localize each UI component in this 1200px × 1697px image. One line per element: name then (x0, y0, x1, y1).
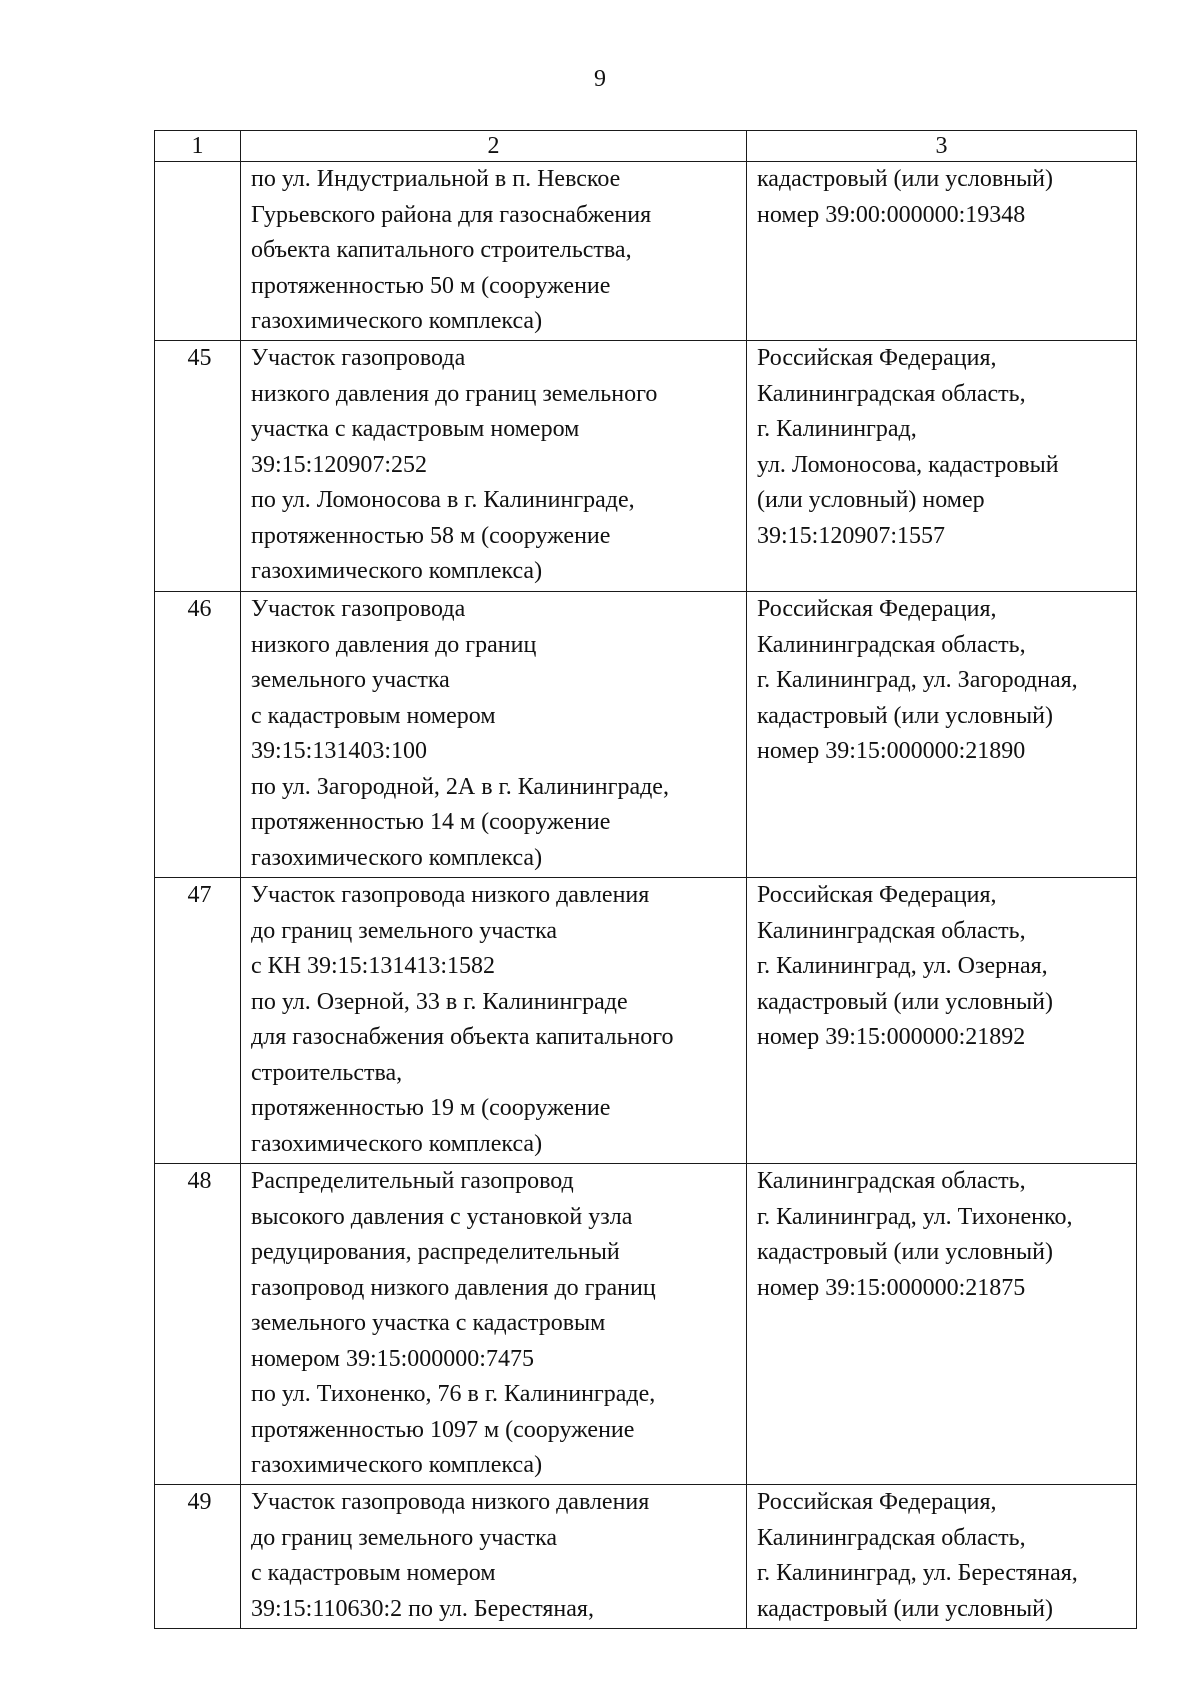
text-line: Российская Федерация, (757, 882, 997, 908)
text-line: до границ земельного участка (251, 1524, 558, 1551)
text-line: Участок газопровода (251, 596, 466, 622)
table-row (155, 1485, 1137, 1629)
text-line: газохимического комплекса) (251, 1130, 543, 1157)
text-line: с кадастровым номером (251, 702, 496, 729)
text-line: кадастровый (или условный) (757, 702, 1053, 729)
text-line: с кадастровым номером (251, 1560, 496, 1586)
object-location (747, 1485, 1137, 1629)
text-line: Калининградская область, (757, 1168, 1026, 1194)
text-line: г. Калининград, ул. Тихоненко, (757, 1203, 1073, 1230)
text-line: номер 39:00:000000:19348 (757, 201, 1026, 228)
text-line: для газоснабжения объекта капитального (251, 1024, 674, 1050)
text-line: газохимического комплекса) (251, 844, 543, 871)
text-line: кадастровый (или условный) (757, 988, 1053, 1015)
text-line: Участок газопровода низкого давления (251, 882, 650, 908)
text-line: Калининградская область, (757, 380, 1026, 407)
text-line: г. Калининград, ул. Загородная, (757, 667, 1078, 693)
text-line: низкого давления до границ (251, 631, 537, 658)
text-line: номером 39:15:000000:7475 (251, 1345, 534, 1372)
object-description (241, 592, 747, 878)
column-header-3: 3 (747, 131, 1137, 162)
table-header-row (155, 131, 1137, 162)
text-line: до границ земельного участка (251, 917, 558, 944)
text-line: протяженностью 50 м (сооружение (251, 272, 611, 299)
text-line: кадастровый (или условный) (757, 166, 1053, 192)
text-line: Российская Федерация, (757, 596, 997, 622)
text-line: газохимического комплекса) (251, 558, 543, 584)
text-line: Участок газопровода (251, 345, 466, 371)
text-line: 39:15:110630:2 по ул. Берестяная, (251, 1595, 594, 1622)
text-line: Российская Федерация, (757, 1489, 997, 1515)
text-line: номер 39:15:000000:21875 (757, 1274, 1026, 1301)
text-line: протяженностью 14 м (сооружение (251, 809, 611, 835)
object-location (747, 162, 1137, 341)
table-row (155, 1164, 1137, 1485)
table-row (155, 341, 1137, 592)
text-line: с КН 39:15:131413:1582 (251, 953, 495, 979)
text-line: протяженностью 58 м (сооружение (251, 522, 611, 549)
text-line: 39:15:120907:1557 (757, 522, 946, 549)
text-line: газохимического комплекса) (251, 308, 543, 334)
text-line: по ул. Озерной, 33 в г. Калининграде (251, 988, 628, 1015)
text-line: кадастровый (или условный) (757, 1239, 1053, 1265)
object-description (241, 1485, 747, 1629)
text-line: газопровод низкого давления до границ (251, 1274, 656, 1301)
page-number: 9 (594, 66, 606, 92)
text-line: г. Калининград, (757, 416, 917, 442)
text-line: низкого давления до границ земельного (251, 380, 658, 407)
text-line: номер 39:15:000000:21890 (757, 738, 1026, 764)
object-location (747, 592, 1137, 878)
column-header-2: 2 (241, 131, 747, 162)
row-number: 48 (155, 1164, 241, 1485)
column-header-1: 1 (155, 131, 241, 162)
text-line: высокого давления с установкой узла (251, 1203, 633, 1230)
text-line: редуцирования, распределительный (251, 1239, 620, 1265)
row-number: 46 (155, 592, 241, 878)
text-line: по ул. Загородной, 2А в г. Калининграде, (251, 773, 669, 800)
text-line: по ул. Тихоненко, 76 в г. Калининграде, (251, 1381, 656, 1407)
text-line: 39:15:120907:252 (251, 451, 428, 478)
row-number: 49 (155, 1485, 241, 1629)
object-location (747, 341, 1137, 592)
text-line: протяженностью 19 м (сооружение (251, 1095, 611, 1121)
object-description (241, 878, 747, 1164)
text-line: Калининградская область, (757, 631, 1026, 658)
row-number: 45 (155, 341, 241, 592)
object-location (747, 1164, 1137, 1485)
text-line: номер 39:15:000000:21892 (757, 1024, 1026, 1050)
text-line: кадастровый (или условный) (757, 1595, 1053, 1622)
text-line: строительства, (251, 1059, 403, 1086)
property-table (154, 130, 1137, 1629)
object-location (747, 878, 1137, 1164)
object-description (241, 1164, 747, 1485)
text-line: г. Калининград, ул. Берестяная, (757, 1560, 1078, 1586)
text-line: объекта капитального строительства, (251, 237, 632, 263)
text-line: Распределительный газопровод (251, 1168, 574, 1194)
object-description (241, 162, 747, 341)
text-line: ул. Ломоносова, кадастровый (757, 451, 1059, 478)
text-line: 39:15:131403:100 (251, 738, 428, 764)
text-line: участка с кадастровым номером (251, 416, 580, 442)
text-line: земельного участка (251, 667, 450, 693)
text-line: Российская Федерация, (757, 345, 997, 371)
text-line: (или условный) номер (757, 487, 985, 513)
text-line: Участок газопровода низкого давления (251, 1489, 650, 1515)
text-line: протяженностью 1097 м (сооружение (251, 1416, 635, 1443)
text-line: по ул. Ломоносова в г. Калининграде, (251, 487, 635, 513)
object-description (241, 341, 747, 592)
text-line: Гурьевского района для газоснабжения (251, 201, 652, 228)
row-number: 47 (155, 878, 241, 1164)
text-line: земельного участка с кадастровым (251, 1310, 606, 1336)
text-line: Калининградская область, (757, 917, 1026, 944)
table-row (155, 592, 1137, 878)
text-line: по ул. Индустриальной в п. Невское (251, 166, 621, 192)
table-row (155, 162, 1137, 341)
text-line: Калининградская область, (757, 1524, 1026, 1551)
table-row (155, 878, 1137, 1164)
text-line: г. Калининград, ул. Озерная, (757, 953, 1048, 979)
text-line: газохимического комплекса) (251, 1452, 543, 1478)
row-number (155, 162, 241, 341)
